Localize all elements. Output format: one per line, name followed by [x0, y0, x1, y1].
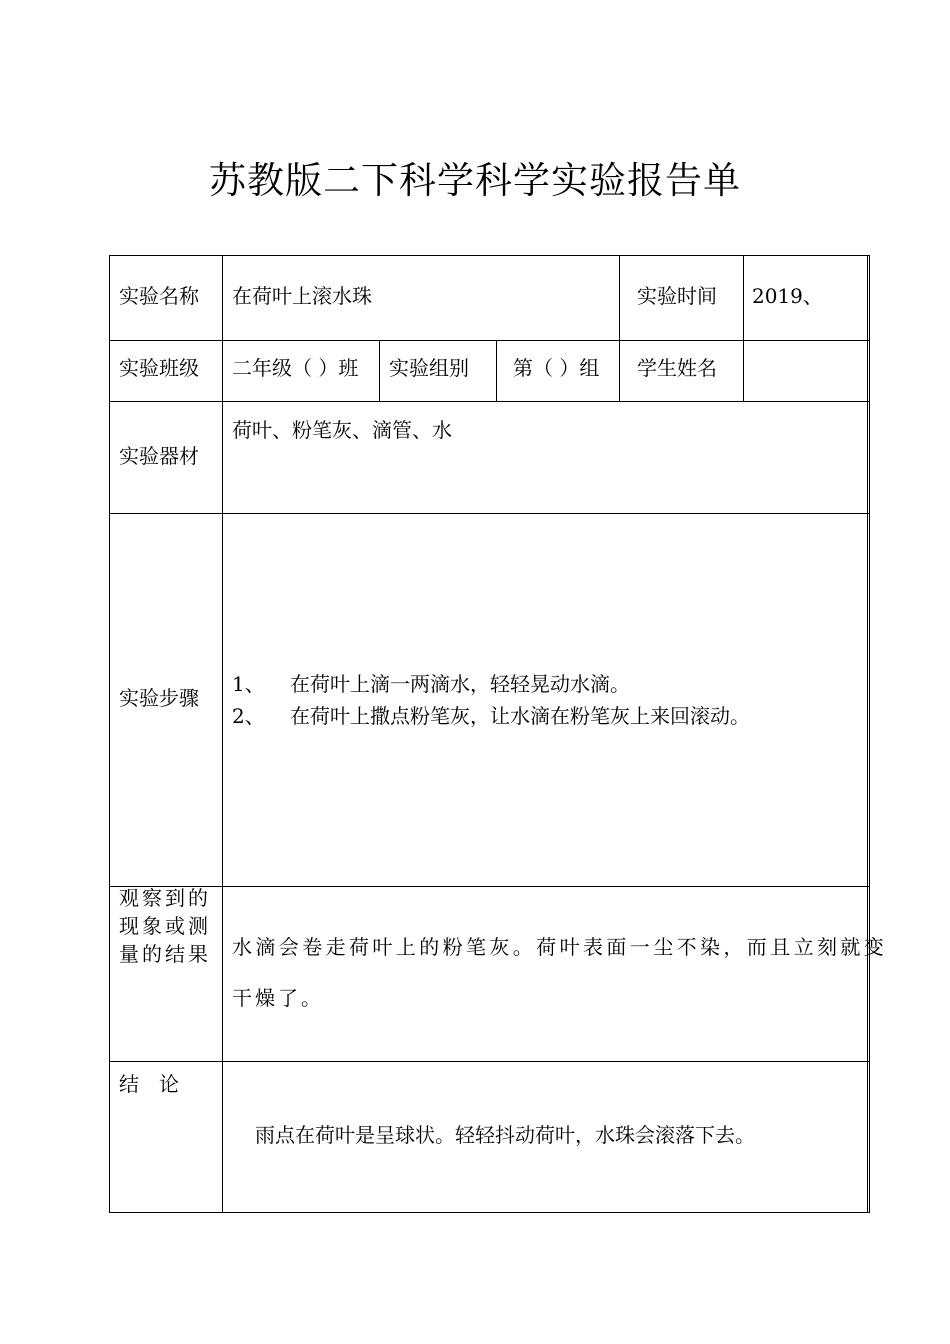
experiment-time-label: 实验时间 — [637, 284, 717, 308]
table-row-divider — [109, 1061, 870, 1062]
experiment-time-value: 2019、 — [752, 284, 823, 308]
experiment-class-label: 实验班级 — [119, 356, 199, 380]
experiment-class-value: 二年级（ ）班 — [232, 356, 359, 380]
table-border-top — [109, 255, 870, 256]
step-text: 在荷叶上撒点粉笔灰，让水滴在粉笔灰上来回滚动。 — [290, 704, 750, 728]
observation-value: 水滴会卷走荷叶上的粉笔灰。荷叶表面一尘不染，而且立刻就变 — [232, 935, 888, 959]
steps-label: 实验步骤 — [119, 686, 199, 710]
observation-label: 量的结果 — [119, 942, 211, 966]
table-column-divider — [496, 340, 497, 401]
conclusion-label: 结 论 — [119, 1072, 179, 1096]
table-border-bottom — [109, 1212, 870, 1213]
table-row-divider — [109, 513, 870, 514]
step-text: 在荷叶上滴一两滴水，轻轻晃动水滴。 — [290, 672, 630, 696]
table-row-divider — [109, 401, 870, 402]
page-title: 苏教版二下科学科学实验报告单 — [209, 159, 741, 202]
experiment-name-label: 实验名称 — [119, 284, 199, 308]
observation-label: 现象或测 — [119, 914, 211, 938]
table-column-divider — [222, 255, 223, 1213]
table-border-right-double — [869, 255, 870, 1213]
student-name-label: 学生姓名 — [637, 356, 717, 380]
experiment-group-label: 实验组别 — [389, 356, 469, 380]
observation-label: 观察到的 — [119, 886, 211, 910]
table-column-divider — [619, 255, 620, 401]
equipment-value: 荷叶、粉笔灰、滴管、水 — [232, 418, 452, 442]
table-border-left — [109, 255, 110, 1213]
step-number: 1、 — [232, 672, 265, 696]
table-row-divider — [109, 886, 870, 887]
table-column-divider — [379, 340, 380, 401]
conclusion-value: 雨点在荷叶是呈球状。轻轻抖动荷叶，水珠会滚落下去。 — [255, 1123, 755, 1147]
observation-value: 干燥了。 — [232, 986, 324, 1010]
experiment-group-value: 第（ ）组 — [513, 356, 600, 380]
table-column-divider — [743, 255, 744, 401]
table-row-divider — [109, 340, 870, 341]
table-border-right — [867, 255, 868, 1213]
experiment-name-value: 在荷叶上滚水珠 — [232, 284, 372, 308]
equipment-label: 实验器材 — [119, 444, 199, 468]
step-number: 2、 — [232, 704, 265, 728]
